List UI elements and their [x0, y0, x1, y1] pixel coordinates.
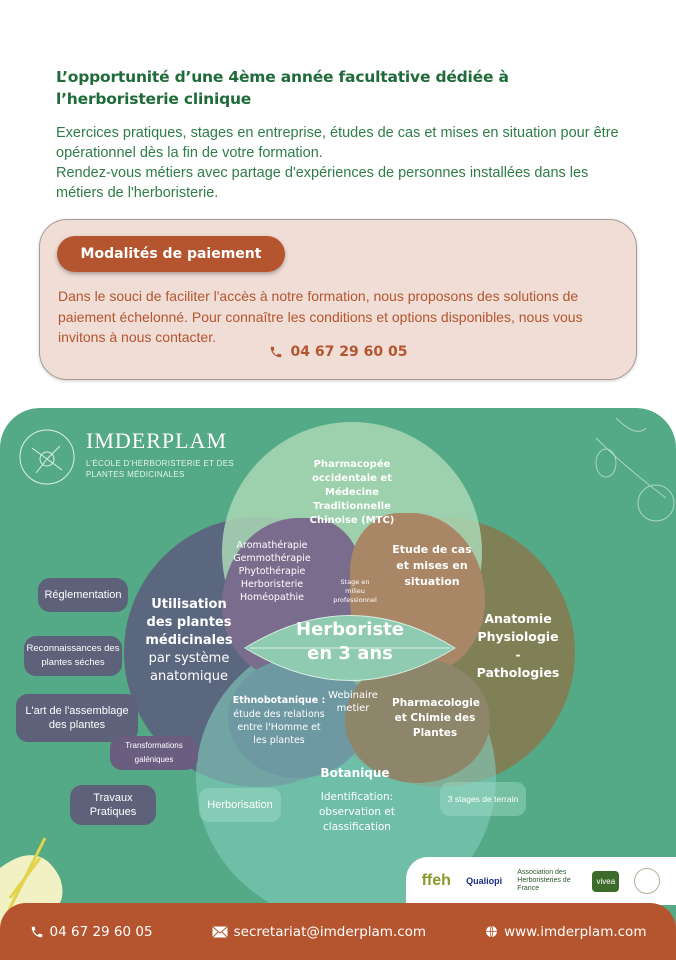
payment-phone-link[interactable]	[40, 344, 636, 360]
circle-bottom-sub: Identification: observation et classification	[318, 791, 395, 833]
flower-illustration-icon	[576, 408, 676, 528]
logo	[18, 428, 234, 486]
phone-icon	[269, 345, 283, 359]
overlap-center-bottom-label: Webinaire metier	[328, 690, 378, 714]
overlap-top-left-list: Aromathérapie Gemmothérapie Phytothérapie Herboristerie Homéopathie	[233, 540, 311, 603]
program-panel	[0, 408, 676, 928]
circle-right-label: Anatomie Physiologie - Pathologies	[476, 611, 560, 680]
circle-left-sub: par système anatomique	[148, 651, 230, 684]
overlap-center-top-label: Stage en milieu professionnel	[333, 578, 377, 604]
vivea-logo: vivea	[592, 871, 619, 892]
payment-phone: 04 67 29 60 05	[290, 344, 408, 360]
overlap-bottom-right-label: Pharmacologie et Chimie des Plantes	[392, 697, 480, 739]
pill-transformations: Transformations galéniques	[110, 736, 198, 770]
footer	[0, 903, 676, 960]
circle-bottom-title: Botanique	[320, 766, 390, 780]
seal-logo	[634, 868, 660, 894]
intro-paragraph-2: Rendez-vous métiers avec partage d'expériences de personnes installées dans les métiers de l'herboristerie.	[56, 165, 589, 201]
logo-name: IMDERPLAM	[86, 428, 228, 453]
pill-herborisation: Herborisation	[199, 788, 281, 822]
pill-stages-terrain: 3 stages de terrain	[440, 782, 526, 816]
footer-website: www.imderplam.com	[504, 923, 647, 940]
qualiopi-logo: Qualiopi	[466, 876, 503, 886]
certification-logos	[406, 857, 676, 905]
logo-subtitle: L’ÉCOLE D’HERBORISTERIE ET DES PLANTES MÉDICINALES	[86, 459, 234, 479]
payment-box	[39, 219, 637, 380]
center-title: Herboriste en 3 ans	[296, 619, 404, 664]
footer-email: secretariat@imderplam.com	[233, 923, 427, 940]
circle-top-label: Pharmacopée occidentale et Médecine Traditionnelle Chinoise (MTC)	[309, 459, 395, 526]
pill-travaux: Travaux Pratiques	[70, 785, 156, 825]
footer-phone-link[interactable]	[30, 924, 153, 940]
intro-paragraph	[56, 123, 624, 203]
payment-terms-button[interactable]: Modalités de paiement	[57, 236, 285, 272]
overlap-bottom-left-title: Ethnobotanique :	[232, 695, 326, 706]
intro-paragraph-1: Exercices pratiques, stages en entreprise, études de cas et mises en situation pour être opérationnel dès la fin de votre formation.	[56, 125, 619, 161]
logo-emblem-icon	[18, 428, 76, 486]
footer-website-link[interactable]	[485, 924, 646, 940]
association-herboristeries-logo: Association des Herboristeries de France	[517, 869, 571, 892]
intro-title: L’opportunité d’une 4ème année facultative dédiée à l’herboristerie clinique	[56, 68, 509, 108]
intro-section	[56, 66, 624, 203]
phone-icon	[30, 925, 44, 939]
overlap-bottom-left-sub: étude des relations entre l'Homme et les plantes	[233, 709, 325, 746]
overlap-top-right-label: Etude de cas et mises en situation	[392, 543, 472, 588]
pill-assemblage: L'art de l'assemblage des plantes	[16, 694, 138, 742]
ffeh-logo: ffeh	[421, 872, 451, 889]
pill-reconnaissances: Reconnaissances des plantes séches	[24, 636, 122, 676]
footer-phone: 04 67 29 60 05	[49, 923, 153, 940]
envelope-icon	[212, 926, 228, 938]
footer-email-link[interactable]	[212, 924, 426, 940]
circle-left-title: Utilisation des plantes médicinales	[145, 597, 233, 648]
globe-icon	[485, 925, 498, 938]
payment-text: Dans le souci de faciliter l'accès à notre formation, nous proposons des solutions de paiement échelonné. Pour connaître les conditions et options disponibles, nous vous invitons à nous contacter.	[58, 288, 583, 345]
pill-reglementation: Réglementation	[38, 578, 128, 612]
